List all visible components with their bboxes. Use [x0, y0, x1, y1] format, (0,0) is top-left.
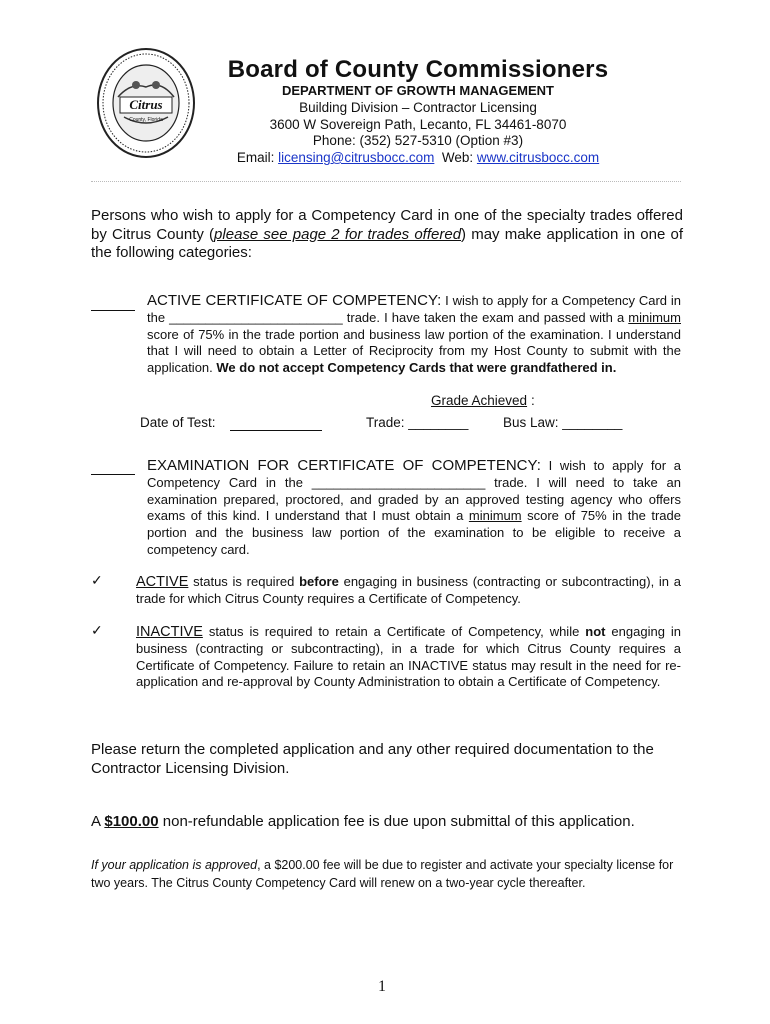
inactive-status-text-2: engaging in business (contracting or subcontracting), in a trade for which Citrus County requires a Certificate of Competency. Failure to retain an INACTIVE status may result in the need for re-application and re-approval by County Administration to obtain a Certificate of Competency.	[136, 624, 681, 690]
active-cert-minimum: minimum	[628, 309, 681, 325]
return-instructions: Please return the completed application and any other required documentation to the Contractor Licensing Division.	[91, 741, 654, 777]
renewal-note-italic: If your application is approved	[91, 858, 258, 872]
bus-law-score-label: Bus Law: ________	[503, 415, 623, 430]
active-cert-text-1: I wish to apply for a Competency Card in the ________________________ trade. I have taken the exam and passed with a	[147, 293, 681, 325]
active-cert-section	[147, 293, 681, 377]
fee-suffix: non-refundable application fee is due upon submittal of this application.	[158, 813, 635, 830]
exam-cert-section	[147, 458, 681, 559]
intro-paragraph	[91, 207, 683, 263]
grade-colon: :	[531, 393, 535, 408]
email-label: Email:	[236, 150, 279, 165]
web-link[interactable]: www.citrusbocc.com	[476, 150, 600, 165]
web-label: Web:	[441, 150, 477, 165]
grandfather-notice: We do not accept Competency Cards that were grandfathered in.	[216, 360, 617, 376]
intro-text-1: Persons who wish to apply for a Competency Card in one of the specialty trades offered by Citrus County (	[91, 207, 683, 243]
trades-reference: please see page 2 for trades offered	[214, 225, 462, 243]
checkmark-icon: ✓	[91, 622, 103, 638]
contact-line	[208, 150, 628, 165]
trade-score-label: Trade: ________	[366, 415, 469, 430]
svg-text:County, Florida: County, Florida	[129, 117, 163, 123]
phone: Phone: (352) 527-5310 (Option #3)	[312, 133, 524, 148]
active-status-text-2: engaging in business (contracting or subcontracting), in a trade for which Citrus County requires a Certificate of Competency.	[136, 574, 682, 606]
fee-amount: $100.00	[104, 813, 159, 830]
inactive-status-word: INACTIVE	[136, 624, 203, 640]
active-status-word: ACTIVE	[136, 574, 189, 590]
page-number: 1	[378, 978, 386, 995]
renewal-note	[91, 856, 691, 892]
exam-cert-text-1: I wish to apply for a Competency Card in the ________________________ trade. I will need to take an examination prepared, proctored, and graded by an approved testing agency who offers exams of this kind. I understand that I must obtain a	[147, 458, 681, 524]
seal-text: Citrus	[129, 97, 163, 112]
division-name: Building Division – Contractor Licensing	[299, 100, 537, 115]
intro-text-2: ) may make application in one of the following categories:	[91, 225, 683, 261]
active-status-bold: before	[299, 574, 339, 589]
active-cert-check-blank[interactable]	[91, 310, 135, 311]
fee-statement	[91, 812, 683, 831]
inactive-status-item	[136, 624, 681, 691]
page-title: Board of County Commissioners	[227, 56, 609, 83]
exam-cert-text-2: score of 75% in the trade portion and the business law portion of the examination to be eligible to receive a competency card.	[147, 508, 681, 557]
inactive-status-bold: not	[585, 624, 606, 639]
header-divider	[91, 181, 681, 182]
department-name: DEPARTMENT OF GROWTH MANAGEMENT	[281, 83, 555, 98]
exam-cert-check-blank[interactable]	[91, 474, 135, 475]
email-link[interactable]: licensing@citrusbocc.com	[278, 150, 435, 165]
active-status-text-1: status is required	[188, 574, 300, 589]
exam-cert-minimum: minimum	[468, 508, 522, 524]
grade-achieved-label: Grade Achieved	[431, 393, 528, 408]
renewal-note-text: , a $200.00 fee will be due to register and activate your specialty license for two years. The Citrus County Competency Card will renew on a two-year cycle thereafter.	[91, 858, 674, 890]
checkmark-icon: ✓	[91, 572, 103, 588]
date-of-test-field[interactable]	[230, 430, 322, 431]
inactive-status-text-1: status is required to retain a Certificate of Competency, while	[202, 624, 586, 639]
date-of-test-label: Date of Test:	[140, 415, 216, 430]
exam-cert-heading: EXAMINATION FOR CERTIFICATE OF COMPETENCY:	[147, 457, 541, 474]
county-seal	[96, 47, 196, 159]
address: 3600 W Sovereign Path, Lecanto, FL 34461-8070	[269, 117, 567, 132]
active-status-item	[136, 574, 681, 608]
active-cert-heading: ACTIVE CERTIFICATE OF COMPETENCY:	[147, 292, 442, 309]
fee-prefix: A	[91, 813, 105, 830]
active-cert-text-2: score of 75% in the trade portion and business law portion of the examination. I understand that I will need to obtain a Letter of Reciprocity from my Host County to submit with the application.	[147, 326, 681, 376]
